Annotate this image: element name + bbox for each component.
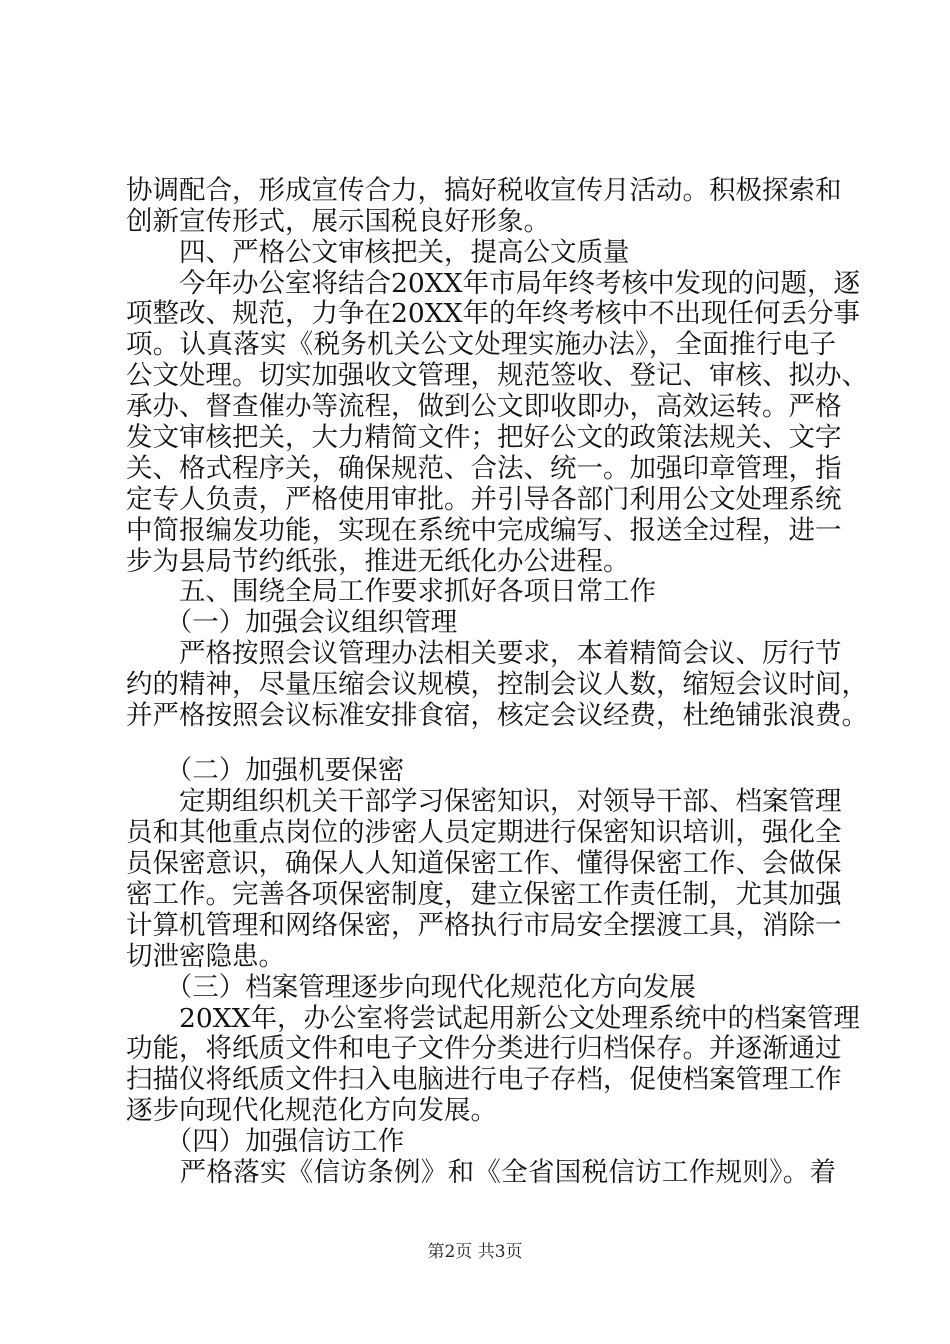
text-line: 定期组织机关干部学习保密知识，对领导干部、档案管理: [126, 786, 842, 817]
subsection-heading: （四）加强信访工作: [126, 1126, 405, 1157]
text-line: 严格按照会议管理办法相关要求，本着精简会议、厉行节: [126, 638, 842, 669]
subsection-heading: （二）加强机要保密: [126, 755, 405, 786]
subsection-heading: （三）档案管理逐步向现代化规范化方向发展: [126, 972, 696, 1003]
text-line: 创新宣传形式，展示国税良好形象。: [126, 206, 550, 237]
text-line: 公文处理。切实加强收文管理，规范签收、登记、审核、拟办、: [126, 360, 868, 391]
text-line: 步为县局节约纸张，推进无纸化办公进程。: [126, 546, 630, 577]
section-heading: 五、围绕全局工作要求抓好各项日常工作: [126, 576, 656, 607]
subsection-heading: （一）加强会议组织管理: [126, 607, 458, 638]
text-line: 定专人负责，严格使用审批。并引导各部门利用公文处理系统: [126, 484, 842, 515]
text-line: 今年办公室将结合20XX年市局年终考核中发现的问题，逐: [126, 268, 860, 299]
text-line: 逐步向现代化规范化方向发展。: [126, 1095, 497, 1126]
text-line: 约的精神，尽量压缩会议规模，控制会议人数，缩短会议时间，: [126, 669, 868, 700]
text-line: 协调配合，形成宣传合力，搞好税收宣传月活动。积极探索和: [126, 175, 842, 206]
text-line: 扫描仪将纸质文件扫入电脑进行电子存档，促使档案管理工作: [126, 1064, 842, 1095]
text-line: 计算机管理和网络保密，严格执行市局安全摆渡工具，消除一: [126, 910, 842, 941]
text-line: 并严格按照会议标准安排食宿，核定会议经费，杜绝铺张浪费。: [126, 700, 868, 731]
text-line: 发文审核把关，大力精简文件；把好公文的政策法规关、文字: [126, 422, 842, 453]
text-line: 员保密意识，确保人人知道保密工作、懂得保密工作、会做保: [126, 848, 842, 879]
text-line: 员和其他重点岗位的涉密人员定期进行保密知识培训，强化全: [126, 817, 842, 848]
text-line: 项整改、规范，力争在20XX年的年终考核中不出现任何丢分事: [126, 298, 860, 329]
text-line: 关、格式程序关，确保规范、合法、统一。加强印章管理，指: [126, 453, 842, 484]
text-line: 功能，将纸质文件和电子文件分类进行归档保存。并逐渐通过: [126, 1033, 842, 1064]
text-line: 中简报编发功能，实现在系统中完成编写、报送全过程，进一: [126, 515, 842, 546]
text-line: 项。认真落实《税务机关公文处理实施办法》，全面推行电子: [126, 329, 836, 360]
section-heading: 四、严格公文审核把关，提高公文质量: [126, 237, 630, 268]
text-line: 承办、督查催办等流程，做到公文即收即办，高效运转。严格: [126, 391, 842, 422]
text-line: 切泄密隐患。: [126, 941, 285, 972]
text-line: 20XX年，办公室将尝试起用新公文处理系统中的档案管理: [126, 1003, 860, 1034]
page-number-footer: 第2页 共3页: [427, 1242, 523, 1262]
text-line: 严格落实《信访条例》和《全省国税信访工作规则》。着: [126, 1157, 836, 1188]
text-line: 密工作。完善各项保密制度，建立保密工作责任制，尤其加强: [126, 879, 842, 910]
